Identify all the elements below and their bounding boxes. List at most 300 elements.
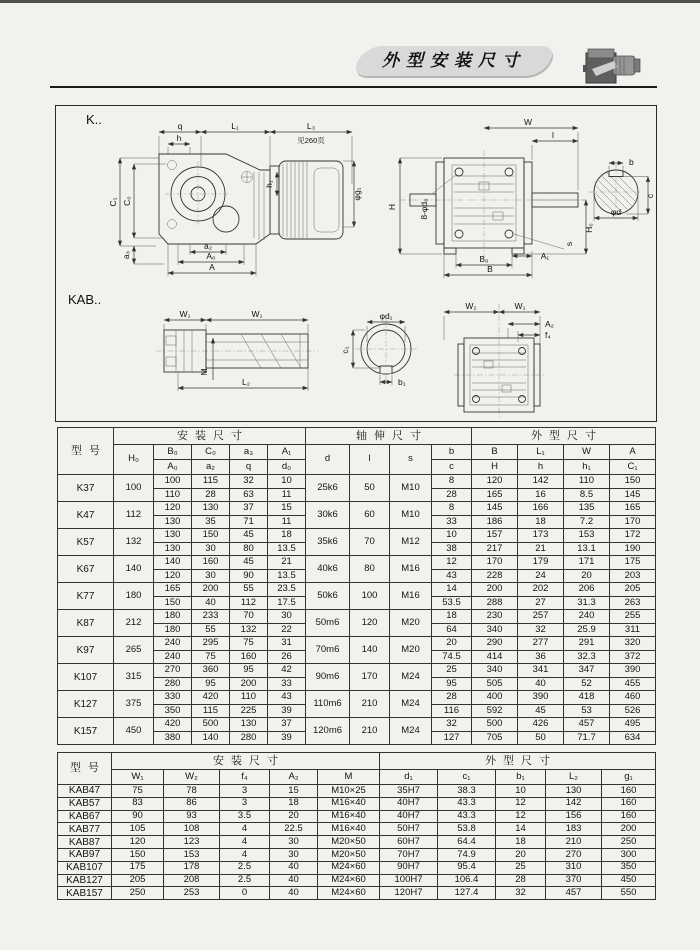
cell: 210 <box>350 718 390 745</box>
cell: 150 <box>192 529 230 543</box>
cell: 20 <box>270 810 318 823</box>
cell: 43 <box>432 569 472 583</box>
header-b0: B₀ <box>154 445 192 460</box>
cell: 32 <box>496 887 546 900</box>
table-row <box>58 823 656 836</box>
header-a: A <box>610 445 656 460</box>
cell: 135 <box>564 502 610 516</box>
cell: 450 <box>114 718 154 745</box>
header-f4: f₄ <box>220 770 270 785</box>
cell: M20 <box>390 610 432 637</box>
cell: 45 <box>230 529 268 543</box>
cell: 95 <box>192 677 230 691</box>
cell: 95.4 <box>438 861 496 874</box>
header-b1: b₁ <box>496 770 546 785</box>
cell: 3 <box>220 785 270 798</box>
cell: 291 <box>564 637 610 651</box>
cell: 93 <box>164 810 220 823</box>
cell: 290 <box>472 637 518 651</box>
cell: 165 <box>154 583 192 597</box>
header-hcap: H <box>472 460 518 475</box>
cell: 55 <box>230 583 268 597</box>
dim-label-b0: B₀ <box>479 254 489 264</box>
cell: 120 <box>154 569 192 583</box>
cell: 37 <box>230 502 268 516</box>
title-banner <box>358 46 550 76</box>
header-w2: W₂ <box>164 770 220 785</box>
cell: 390 <box>610 664 656 678</box>
model-cell: KAB157 <box>58 887 112 900</box>
table-row <box>58 848 656 861</box>
dim-label-w1-c: W₁ <box>514 301 526 311</box>
model-cell: K107 <box>58 664 114 691</box>
table-row <box>58 529 656 543</box>
cell: 130 <box>154 529 192 543</box>
cell: 634 <box>610 731 656 745</box>
cell: 21 <box>518 542 564 556</box>
cell: 360 <box>192 664 230 678</box>
kab-front-view <box>444 301 554 418</box>
cell: 206 <box>564 583 610 597</box>
kab-shaft-view <box>156 309 318 391</box>
cell: 30 <box>270 848 318 861</box>
cell: 265 <box>114 637 154 664</box>
cell: 12 <box>496 797 546 810</box>
dim-label-h0: H₀ <box>584 223 594 233</box>
header-s: s <box>390 445 432 475</box>
cell: 83 <box>112 797 164 810</box>
cell: 178 <box>164 861 220 874</box>
cell: M20 <box>390 637 432 664</box>
cell: 180 <box>114 583 154 610</box>
cell: 205 <box>112 874 164 887</box>
dim-label-m: M <box>199 368 209 376</box>
cell: 30 <box>270 836 318 849</box>
dimension-drawings-panel <box>55 105 657 422</box>
cell: M24 <box>390 664 432 691</box>
cell: 420 <box>154 718 192 732</box>
header-group-install: 安装尺寸 <box>114 428 306 445</box>
cell: 75 <box>192 650 230 664</box>
cell: 20 <box>432 637 472 651</box>
cell: 120 <box>350 610 390 637</box>
cell: 42 <box>268 664 306 678</box>
cell: 166 <box>518 502 564 516</box>
dim-label-phid: φd <box>610 207 622 217</box>
cell: 35 <box>192 515 230 529</box>
cell: 115 <box>192 475 230 489</box>
cell: 63 <box>230 488 268 502</box>
cell: 203 <box>610 569 656 583</box>
cell: 28 <box>432 488 472 502</box>
cell: 180 <box>154 623 192 637</box>
cell: 240 <box>564 610 610 624</box>
model-cell: KAB67 <box>58 810 112 823</box>
cell: 60H7 <box>380 836 438 849</box>
cell: 32.3 <box>564 650 610 664</box>
dim-label-hcap: H <box>387 203 397 211</box>
k-shaft-section <box>560 157 656 221</box>
cell: M10×25 <box>318 785 380 798</box>
dim-label-phid1: φd₁ <box>379 311 393 321</box>
cell: 32 <box>432 718 472 732</box>
cell: 50 <box>518 731 564 745</box>
cell: 24 <box>518 569 564 583</box>
cell: 13.1 <box>564 542 610 556</box>
cell: 52 <box>564 677 610 691</box>
cell: 71.7 <box>564 731 610 745</box>
cell: 30 <box>268 610 306 624</box>
cell: 15 <box>268 502 306 516</box>
k-front-view <box>387 117 594 278</box>
model-cell: K97 <box>58 637 114 664</box>
cell: 130 <box>230 718 268 732</box>
cell: 20 <box>564 569 610 583</box>
cell: 37 <box>268 718 306 732</box>
header-group-outline: 外型尺寸 <box>472 428 656 445</box>
cell: 127.4 <box>438 887 496 900</box>
table-row <box>58 664 656 678</box>
cell: 40H7 <box>380 797 438 810</box>
gear-motor-image <box>583 41 643 88</box>
cell: 372 <box>610 650 656 664</box>
cell: 505 <box>472 677 518 691</box>
model-cell: KAB57 <box>58 797 112 810</box>
cell: 35k6 <box>306 529 350 556</box>
cell: M24×60 <box>318 861 380 874</box>
cell: 110 <box>154 488 192 502</box>
header-b: b <box>432 445 472 460</box>
cell: M10 <box>390 475 432 502</box>
dim-label-key-c: c <box>645 193 655 199</box>
cell: 130 <box>154 542 192 556</box>
cell: 495 <box>610 718 656 732</box>
cell: M20×50 <box>318 848 380 861</box>
cell: M16 <box>390 583 432 610</box>
dim-label-l2: L₂ <box>241 377 251 387</box>
cell: 179 <box>518 556 564 570</box>
dim-label-w: W <box>523 117 533 127</box>
table-row <box>58 691 656 705</box>
cell: 11 <box>268 488 306 502</box>
cell: 38.3 <box>438 785 496 798</box>
header-model: 型号 <box>58 753 112 785</box>
dim-label-h1: h₁ <box>264 180 274 188</box>
cell: 4 <box>220 848 270 861</box>
cell: 320 <box>610 637 656 651</box>
cell: 145 <box>472 502 518 516</box>
cell: 38 <box>432 542 472 556</box>
cell: 71 <box>230 515 268 529</box>
cell: 22.5 <box>270 823 318 836</box>
cell: 25 <box>496 861 546 874</box>
header-w1: W₁ <box>112 770 164 785</box>
cell: 12 <box>496 810 546 823</box>
table-row <box>58 583 656 597</box>
cell: 233 <box>192 610 230 624</box>
header-l1: L₁ <box>518 445 564 460</box>
cell: 130 <box>546 785 602 798</box>
cell: 112 <box>230 596 268 610</box>
page-title: 外型安装尺寸 <box>382 51 526 70</box>
cell: 20 <box>496 848 546 861</box>
model-cell: K37 <box>58 475 114 502</box>
table-row <box>58 797 656 810</box>
dim-label-f4: f₄ <box>545 330 551 340</box>
table-row <box>58 861 656 874</box>
cell: 100 <box>350 583 390 610</box>
dim-label-l1: L₁ <box>231 121 239 131</box>
cell: 28 <box>192 488 230 502</box>
cell: 171 <box>564 556 610 570</box>
cell: 4 <box>220 823 270 836</box>
cell: 140 <box>114 556 154 583</box>
cell: 160 <box>192 556 230 570</box>
cell: 12 <box>432 556 472 570</box>
cell: 90 <box>230 569 268 583</box>
cell: 300 <box>602 848 656 861</box>
header-l2: L₂ <box>546 770 602 785</box>
dim-label-key-b: b <box>629 157 634 167</box>
cell: 157 <box>472 529 518 543</box>
cell: 270 <box>154 664 192 678</box>
cell: 280 <box>154 677 192 691</box>
dim-label-w1-b: W₁ <box>251 309 263 319</box>
cell: 10 <box>496 785 546 798</box>
header-q: q <box>230 460 268 475</box>
kab-bore-section <box>340 311 417 387</box>
cell: 400 <box>472 691 518 705</box>
table-row <box>58 874 656 887</box>
cell: 50k6 <box>306 583 350 610</box>
cell: 127 <box>432 731 472 745</box>
cell: 120 <box>472 475 518 489</box>
cell: 40 <box>518 677 564 691</box>
header-group-install: 安装尺寸 <box>112 753 380 770</box>
cell: 40 <box>270 874 318 887</box>
cell: 210 <box>546 836 602 849</box>
cell: 39 <box>268 704 306 718</box>
header-c1: c₁ <box>438 770 496 785</box>
cell: 288 <box>472 596 518 610</box>
see-page-note: 见260页 <box>297 136 325 145</box>
table-row <box>58 502 656 516</box>
dim-label-c1s: c₁ <box>340 346 350 354</box>
cell: 142 <box>518 475 564 489</box>
model-cell: K57 <box>58 529 114 556</box>
cell: 457 <box>564 718 610 732</box>
table-row <box>58 556 656 570</box>
header-d0: d₀ <box>268 460 306 475</box>
model-cell: K157 <box>58 718 114 745</box>
cell: 45 <box>230 556 268 570</box>
cell: 30k6 <box>306 502 350 529</box>
cell: 25.9 <box>564 623 610 637</box>
cell: 78 <box>164 785 220 798</box>
cell: 74.9 <box>438 848 496 861</box>
cell: 32 <box>518 623 564 637</box>
cell: 31.3 <box>564 596 610 610</box>
dim-label-b: B <box>487 264 493 274</box>
cell: 120H7 <box>380 887 438 900</box>
dim-label-h: h <box>176 133 182 143</box>
cell: 150 <box>154 596 192 610</box>
header-a1: A₁ <box>268 445 306 460</box>
cell: 420 <box>192 691 230 705</box>
cell: 175 <box>610 556 656 570</box>
cell: 311 <box>610 623 656 637</box>
cell: 0 <box>220 887 270 900</box>
cell: 50H7 <box>380 823 438 836</box>
cell: 39 <box>268 731 306 745</box>
cell: M20×50 <box>318 836 380 849</box>
cell: 43.3 <box>438 797 496 810</box>
cell: 55 <box>192 623 230 637</box>
dim-label-c0: C₀ <box>122 196 132 206</box>
cell: 120 <box>112 836 164 849</box>
cell: 200 <box>602 823 656 836</box>
table-row <box>58 887 656 900</box>
dim-label-b1: b₁ <box>398 377 406 387</box>
cell: 18 <box>270 797 318 810</box>
cell: 170 <box>350 664 390 691</box>
header-h1: h₁ <box>564 460 610 475</box>
cell: 14 <box>432 583 472 597</box>
cell: 295 <box>192 637 230 651</box>
cell: 257 <box>518 610 564 624</box>
cell: 70 <box>350 529 390 556</box>
cell: 21 <box>268 556 306 570</box>
cell: 27 <box>518 596 564 610</box>
cell: 200 <box>472 583 518 597</box>
cell: 4 <box>220 836 270 849</box>
model-cell: K47 <box>58 502 114 529</box>
cell: 130 <box>192 502 230 516</box>
cell: 160 <box>230 650 268 664</box>
table-row <box>58 610 656 624</box>
cell: 347 <box>564 664 610 678</box>
cell: 80 <box>350 556 390 583</box>
cell: 15 <box>270 785 318 798</box>
cell: 8 <box>432 475 472 489</box>
header-w: W <box>564 445 610 460</box>
cell: 90H7 <box>380 861 438 874</box>
cell: 13.5 <box>268 569 306 583</box>
cell: M24 <box>390 691 432 718</box>
page-top-edge <box>0 0 700 3</box>
cell: 75 <box>112 785 164 798</box>
cell: 70H7 <box>380 848 438 861</box>
cell: 95 <box>432 677 472 691</box>
cell: 414 <box>472 650 518 664</box>
cell: 240 <box>154 637 192 651</box>
header-divider <box>50 86 657 88</box>
cell: M16×40 <box>318 823 380 836</box>
cell: 86 <box>164 797 220 810</box>
cell: 43 <box>268 691 306 705</box>
dim-label-w2: W₂ <box>465 301 477 311</box>
k-side-view <box>108 121 362 276</box>
cell: 186 <box>472 515 518 529</box>
cell: 106.4 <box>438 874 496 887</box>
cell: M24×60 <box>318 887 380 900</box>
dim-label-d0: 8-φd₀ <box>419 198 429 220</box>
header-h0: H₀ <box>114 445 154 475</box>
cell: M24×60 <box>318 874 380 887</box>
cell: 315 <box>114 664 154 691</box>
cell: 455 <box>610 677 656 691</box>
cell: 100 <box>114 475 154 502</box>
cell: 74.5 <box>432 650 472 664</box>
cell: 11 <box>268 515 306 529</box>
cell: 30 <box>192 569 230 583</box>
cell: 526 <box>610 704 656 718</box>
cell: M10 <box>390 502 432 529</box>
cell: 380 <box>154 731 192 745</box>
technical-drawing <box>56 106 656 421</box>
cell: 7.2 <box>564 515 610 529</box>
cell: 460 <box>610 691 656 705</box>
header-a2: a₂ <box>192 460 230 475</box>
cell: 2.5 <box>220 874 270 887</box>
cell: 350 <box>602 861 656 874</box>
cell: 23.5 <box>268 583 306 597</box>
cell: 350 <box>154 704 192 718</box>
table-row <box>58 810 656 823</box>
cell: 172 <box>610 529 656 543</box>
cell: 3.5 <box>220 810 270 823</box>
cell: 160 <box>602 810 656 823</box>
dim-label-a3: a₃ <box>121 250 131 260</box>
cell: 17.5 <box>268 596 306 610</box>
cell: 228 <box>472 569 518 583</box>
cell: 28 <box>496 874 546 887</box>
dim-label-l: l <box>552 130 554 140</box>
cell: 130 <box>154 515 192 529</box>
cell: 26 <box>268 650 306 664</box>
cell: 250 <box>112 887 164 900</box>
cell: 8 <box>432 502 472 516</box>
cell: 225 <box>230 704 268 718</box>
cell: 25k6 <box>306 475 350 502</box>
cell: 165 <box>472 488 518 502</box>
header-d: d <box>306 445 350 475</box>
cell: 140 <box>154 556 192 570</box>
cell: 330 <box>154 691 192 705</box>
header-group-shaft: 轴伸尺寸 <box>306 428 472 445</box>
cell: 170 <box>472 556 518 570</box>
cell: 2.5 <box>220 861 270 874</box>
header-d1: d₁ <box>380 770 438 785</box>
cell: 110 <box>564 475 610 489</box>
cell: 105 <box>112 823 164 836</box>
cell: 426 <box>518 718 564 732</box>
cell: 43.3 <box>438 810 496 823</box>
model-cell: K127 <box>58 691 114 718</box>
dim-label-c1: C₁ <box>108 197 118 207</box>
cell: 202 <box>518 583 564 597</box>
table-row <box>58 637 656 651</box>
cell: 112 <box>114 502 154 529</box>
cell: 50m6 <box>306 610 350 637</box>
header-a3: a₃ <box>230 445 268 460</box>
dim-label-a1: A₁ <box>540 251 550 261</box>
model-cell: K67 <box>58 556 114 583</box>
cell: 550 <box>602 887 656 900</box>
dim-label-a: A <box>209 262 215 272</box>
header-bcap: B <box>472 445 518 460</box>
cell: M12 <box>390 529 432 556</box>
